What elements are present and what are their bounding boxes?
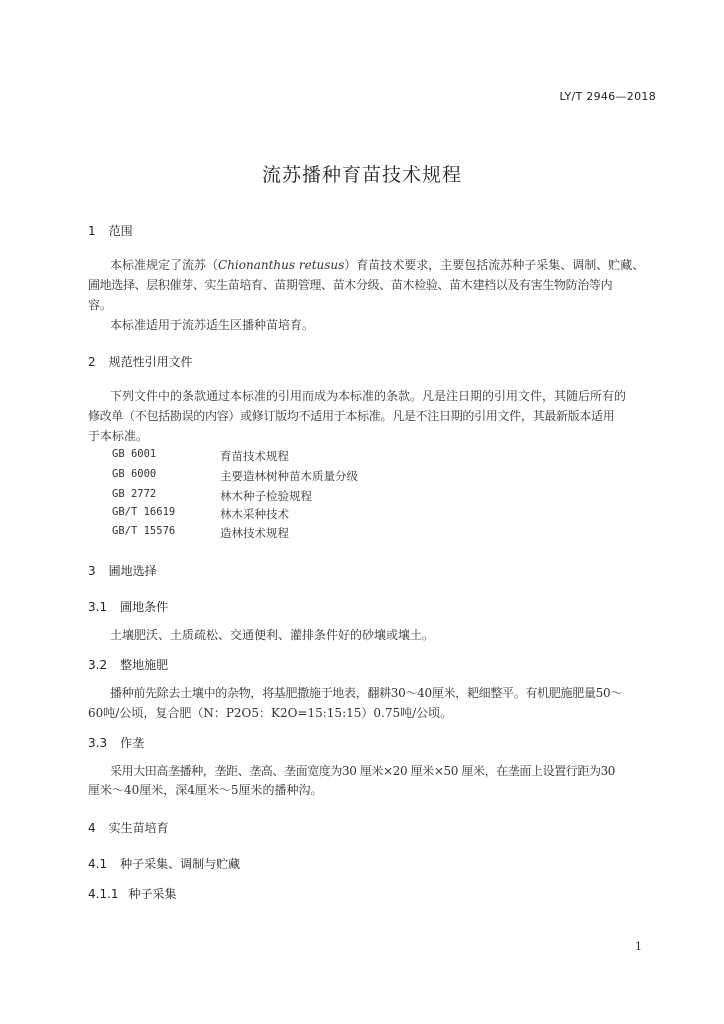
paragraph-line bbox=[110, 256, 644, 274]
reference-name: 育苗技术规程 bbox=[220, 449, 289, 463]
reference-name: 造林技术规程 bbox=[220, 526, 289, 540]
section-title: 实生苗培育 bbox=[108, 821, 169, 835]
section-number: 1 bbox=[88, 224, 96, 238]
reference-name: 主要造林树种苗木质量分级 bbox=[220, 469, 358, 483]
subsection-4-1-1-heading bbox=[88, 885, 177, 902]
section-1-heading bbox=[88, 222, 133, 239]
reference-row bbox=[112, 525, 412, 543]
section-2-heading bbox=[88, 353, 193, 370]
paragraph-line: 采用大田高垄播种，垄距、垄高、垄面宽度为30 厘米×20 厘米×50 厘米，在垄面上设置行距为30 bbox=[110, 764, 616, 778]
section-title: 整地施肥 bbox=[120, 658, 169, 672]
reference-row bbox=[112, 506, 412, 524]
reference-name: 林木种子检验规程 bbox=[220, 489, 312, 503]
section-number: 4 bbox=[88, 821, 96, 835]
paragraph-line: 播种前先除去土壤中的杂物，将基肥撒施于地表，翻耕30～40厘米，耙细整平。有机肥施肥量50～ bbox=[110, 686, 623, 700]
paragraph-line: 圃地选择、层积催芽、实生苗培育、苗期管理、苗木分级、苗木检验、苗木建档以及有害生物防治等内 bbox=[88, 278, 613, 292]
reference-code: GB/T 16619 bbox=[112, 506, 176, 518]
reference-code: GB/T 15576 bbox=[112, 525, 176, 537]
section-number: 4.1.1 bbox=[88, 887, 119, 901]
paragraph-line: 厘米～40厘米，深4厘米～5厘米的播种沟。 bbox=[88, 783, 323, 797]
paragraph-line: 60吨/公顷，复合肥（N：P2O5：K2O=15:15:15）0.75吨/公顷。 bbox=[88, 706, 453, 720]
reference-row bbox=[112, 468, 412, 486]
standard-number: LY/T 2946—2018 bbox=[559, 90, 656, 103]
text-run: 本标准规定了流苏（ bbox=[110, 258, 219, 272]
reference-row bbox=[112, 488, 412, 506]
paragraph-line: 修改单（不包括勘误的内容）或修订版均不适用于本标准。凡是不注日期的引用文件，其最新版本适用 bbox=[88, 409, 615, 423]
section-title: 范围 bbox=[108, 224, 133, 238]
reference-code: GB 2772 bbox=[112, 488, 157, 500]
document-title: 流苏播种育苗技术规程 bbox=[261, 164, 462, 186]
section-number: 2 bbox=[88, 355, 96, 369]
reference-code: GB 6000 bbox=[112, 468, 157, 480]
paragraph-line: 土壤肥沃、土质疏松、交通便利、灌排条件好的砂壤或壤土。 bbox=[110, 628, 435, 642]
section-4-heading bbox=[88, 819, 169, 836]
section-number: 3.2 bbox=[88, 658, 108, 672]
section-number: 4.1 bbox=[88, 857, 108, 871]
section-title: 圃地条件 bbox=[120, 600, 169, 614]
paragraph-line: 于本标准。 bbox=[88, 429, 149, 443]
section-title: 圃地选择 bbox=[108, 564, 157, 578]
latin-name: Chionanthus retusus bbox=[218, 258, 345, 272]
reference-row bbox=[112, 448, 412, 466]
subsection-3-1-heading bbox=[88, 598, 168, 615]
reference-code: GB 6001 bbox=[112, 448, 157, 460]
reference-name: 林木采种技术 bbox=[220, 507, 289, 521]
section-number: 3.1 bbox=[88, 600, 108, 614]
paragraph-line: 下列文件中的条款通过本标准的引用而成为本标准的条款。凡是注日期的引用文件，其随后所有的 bbox=[110, 389, 627, 403]
section-title: 作垄 bbox=[120, 736, 145, 750]
section-number: 3.3 bbox=[88, 736, 108, 750]
paragraph-line: 本标准适用于流苏适生区播种苗培育。 bbox=[110, 318, 315, 332]
section-title: 种子采集 bbox=[128, 887, 177, 901]
page-number: 1 bbox=[635, 940, 642, 953]
subsection-3-2-heading bbox=[88, 656, 168, 673]
section-title: 种子采集、调制与贮藏 bbox=[120, 857, 241, 871]
section-3-heading bbox=[88, 562, 157, 579]
subsection-4-1-heading bbox=[88, 855, 240, 872]
subsection-3-3-heading bbox=[88, 734, 144, 751]
paragraph-line: 容。 bbox=[88, 298, 113, 312]
text-run: ）育苗技术要求，主要包括流苏种子采集、调制、贮藏、 bbox=[344, 258, 645, 272]
section-title: 规范性引用文件 bbox=[108, 355, 193, 369]
section-number: 3 bbox=[88, 564, 96, 578]
